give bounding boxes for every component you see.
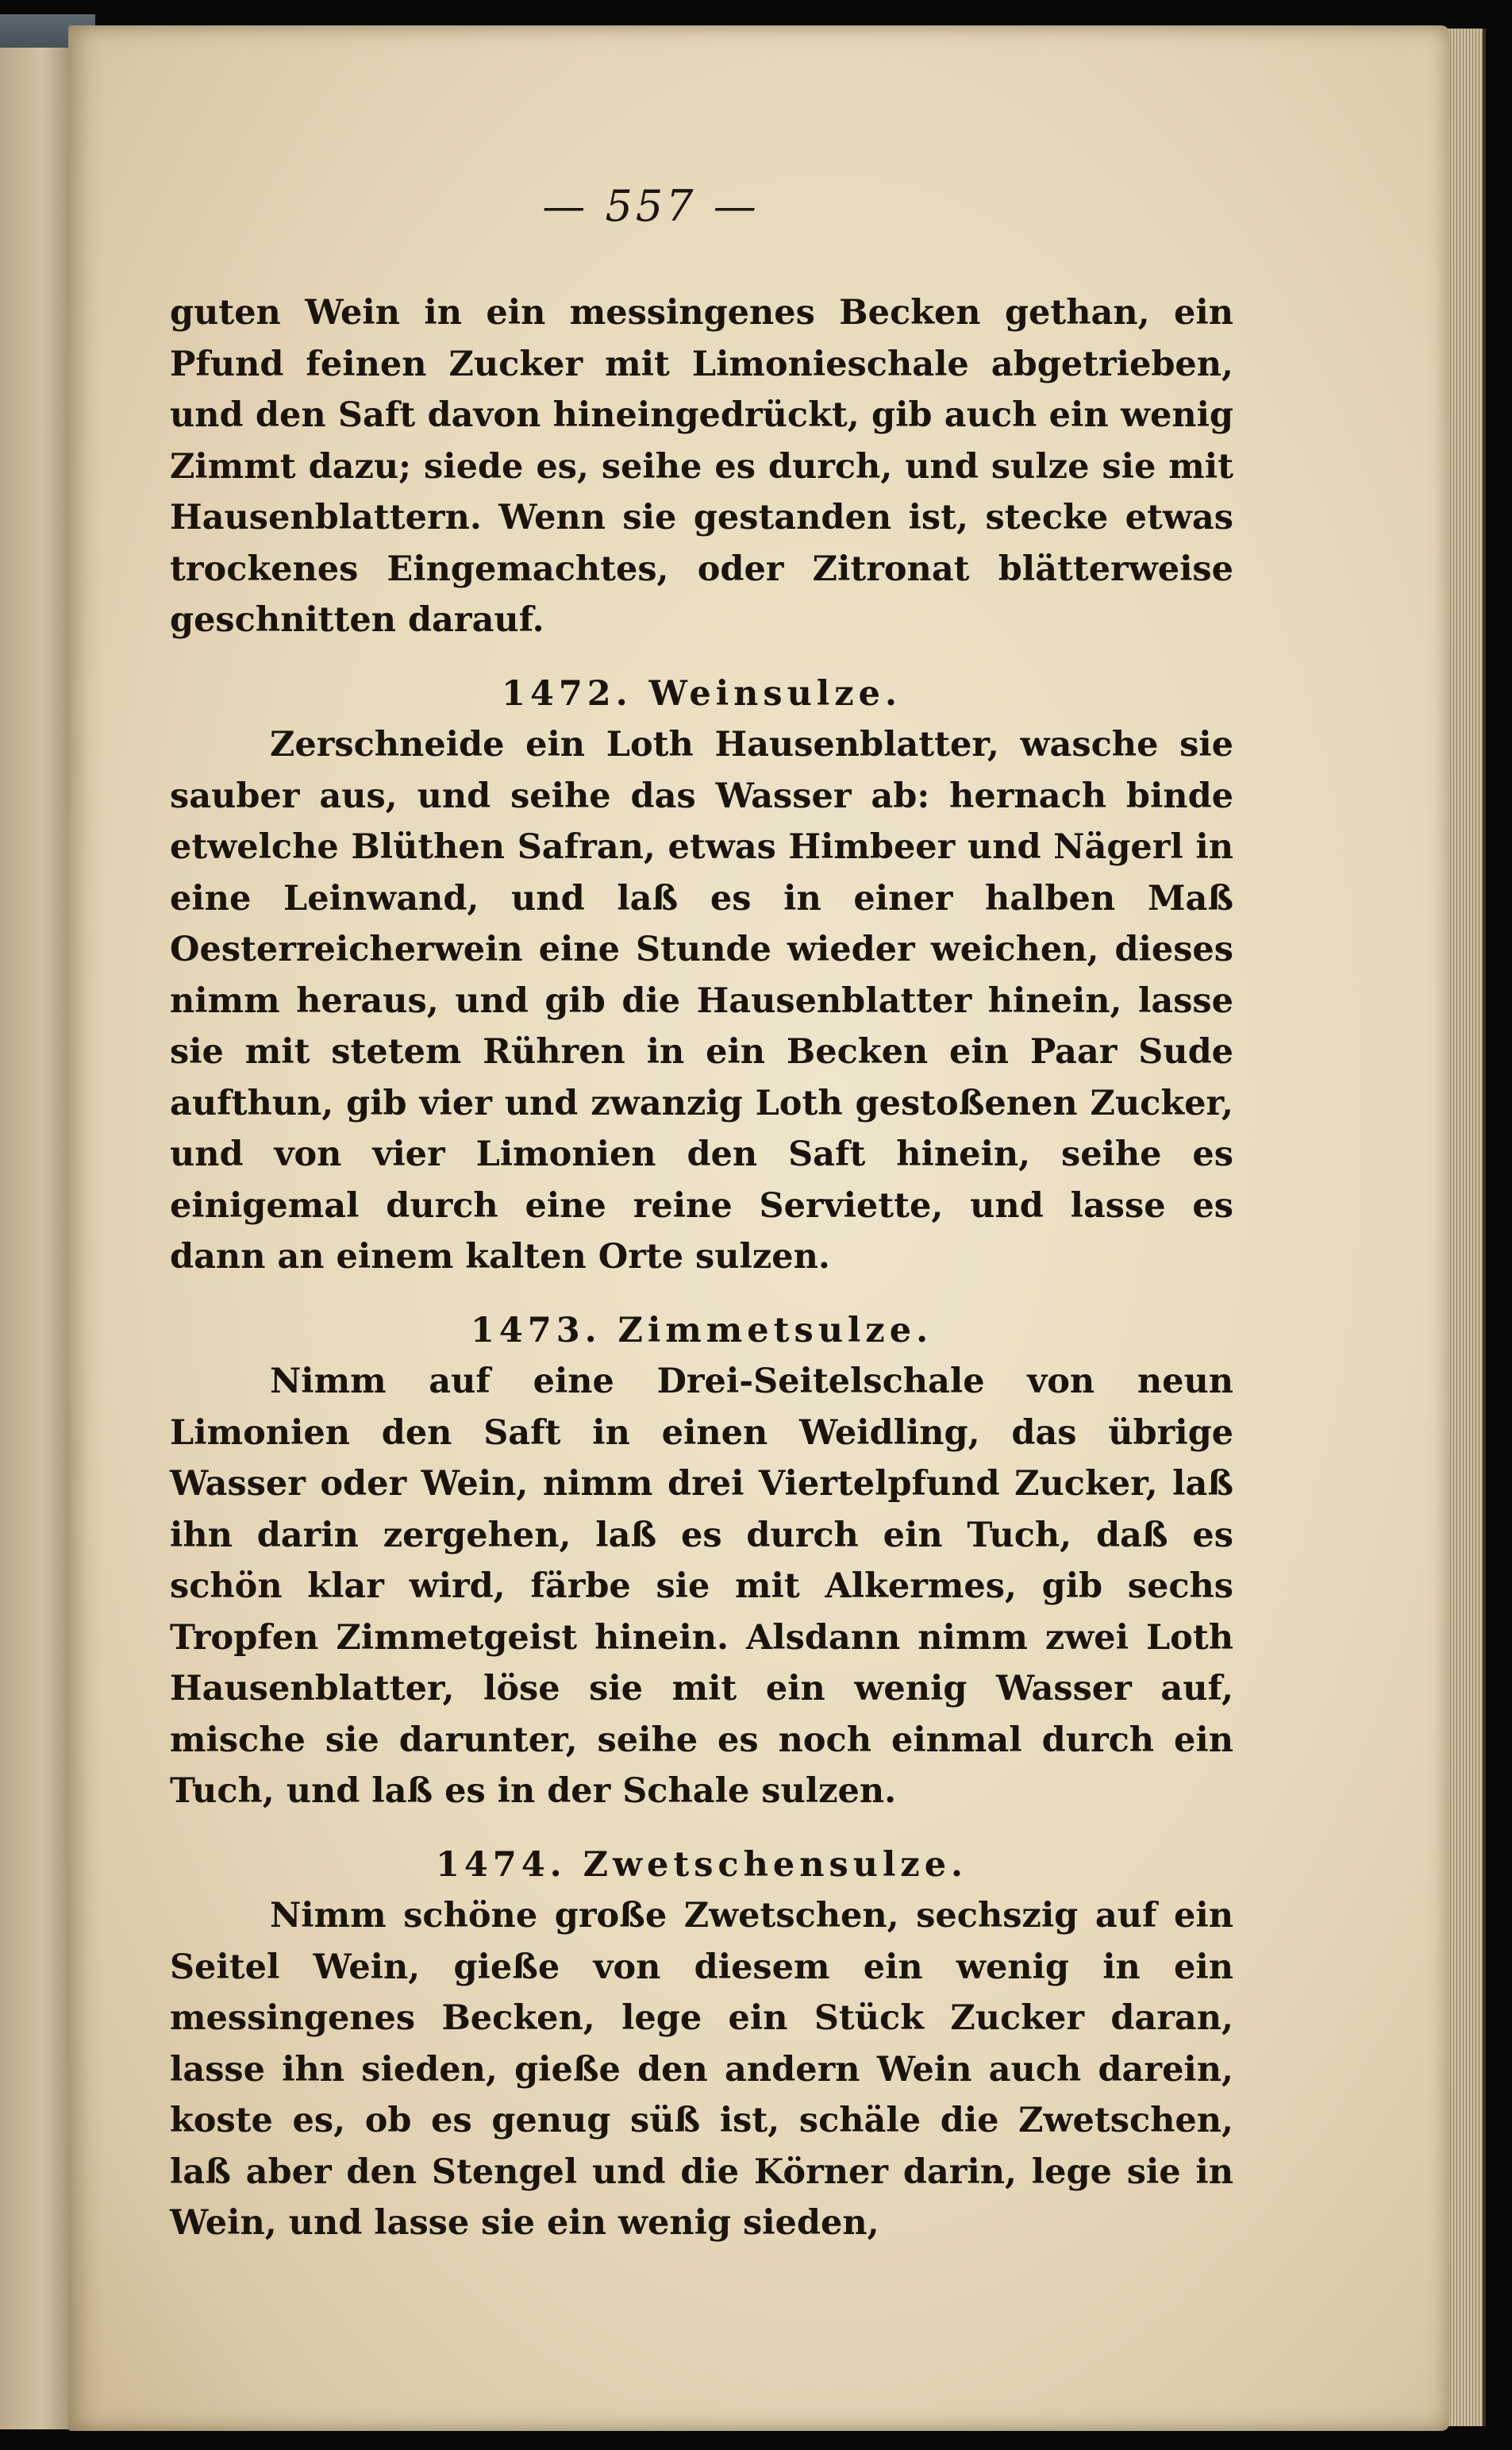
recipe-body-1472: Zerschneide ein Loth Hausenblatter, wasche sie sauber aus, und seihe das Wasser ab: hernach binde etwelche Blüthen Safran, etwas Himbeer und Nägerl in eine Leinwand, und laß es in einer halben Maß Oesterreicherwein eine Stunde wieder weichen, dieses nimm heraus, und gib die Hausenblatter hinein, lasse sie mit stetem Rühren in ein Becken ein Paar Sude aufthun, gib vier und zwanzig Loth gestoßenen Zucker, und von vier Limonien den Saft hinein, seihe es einigemal durch eine reine Serviette, und lasse es dann an einem kalten Orte sulzen. <box>170 725 1233 1277</box>
continuation-paragraph: guten Wein in ein messingenes Becken gethan, ein Pfund feinen Zucker mit Limonieschale abgetrieben, und den Saft davon hineingedrückt, gib auch ein wenig Zimmt dazu; siede es, seihe es durch, und sulze sie mit Hausenblattern. Wenn sie gestanden ist, stecke etwas trockenes Eingemachtes, oder Zitronat blätterweise geschnitten darauf. <box>170 293 1233 640</box>
page-number: — 557 — <box>542 181 760 231</box>
recipe-title-1474: 1474. Zwetschensulze. <box>435 1844 968 1885</box>
recipe-title-1473: 1473. Zimmetsulze. <box>470 1310 933 1350</box>
recipe-body-1474: Nimm schöne große Zwetschen, sechszig auf ein Seitel Wein, gieße von diesem ein wenig in ein messingenes Becken, lege ein Stück Zucker daran, lasse ihn sieden, gieße den andern Wein auch darein, koste es, ob es genug süß ist, schäle die Zwetschen, laß aber den Stengel und die Körner darin, lege sie in Wein, und lasse sie ein wenig sieden, <box>170 1896 1233 2243</box>
page-text <box>170 287 1233 2243</box>
recipe-body-1473: Nimm auf eine Drei-Seitelschale von neun Limonien den Saft in einen Weidling, das übrige Wasser oder Wein, nimm drei Viertelpfund Zucker, laß ihn darin zergehen, laß es durch ein Tuch, daß es schön klar wird, färbe sie mit Alkermes, gib sechs Tropfen Zimmetgeist hinein. Alsdann nimm zwei Loth Hausenblatter, löse sie mit ein wenig Wasser auf, mische sie darunter, seihe es noch einmal durch ein Tuch, und laß es in der Schale sulzen. <box>170 1362 1233 1811</box>
recipe-title-1472: 1472. Weinsulze. <box>502 673 902 714</box>
previous-page-edge <box>0 48 71 2429</box>
